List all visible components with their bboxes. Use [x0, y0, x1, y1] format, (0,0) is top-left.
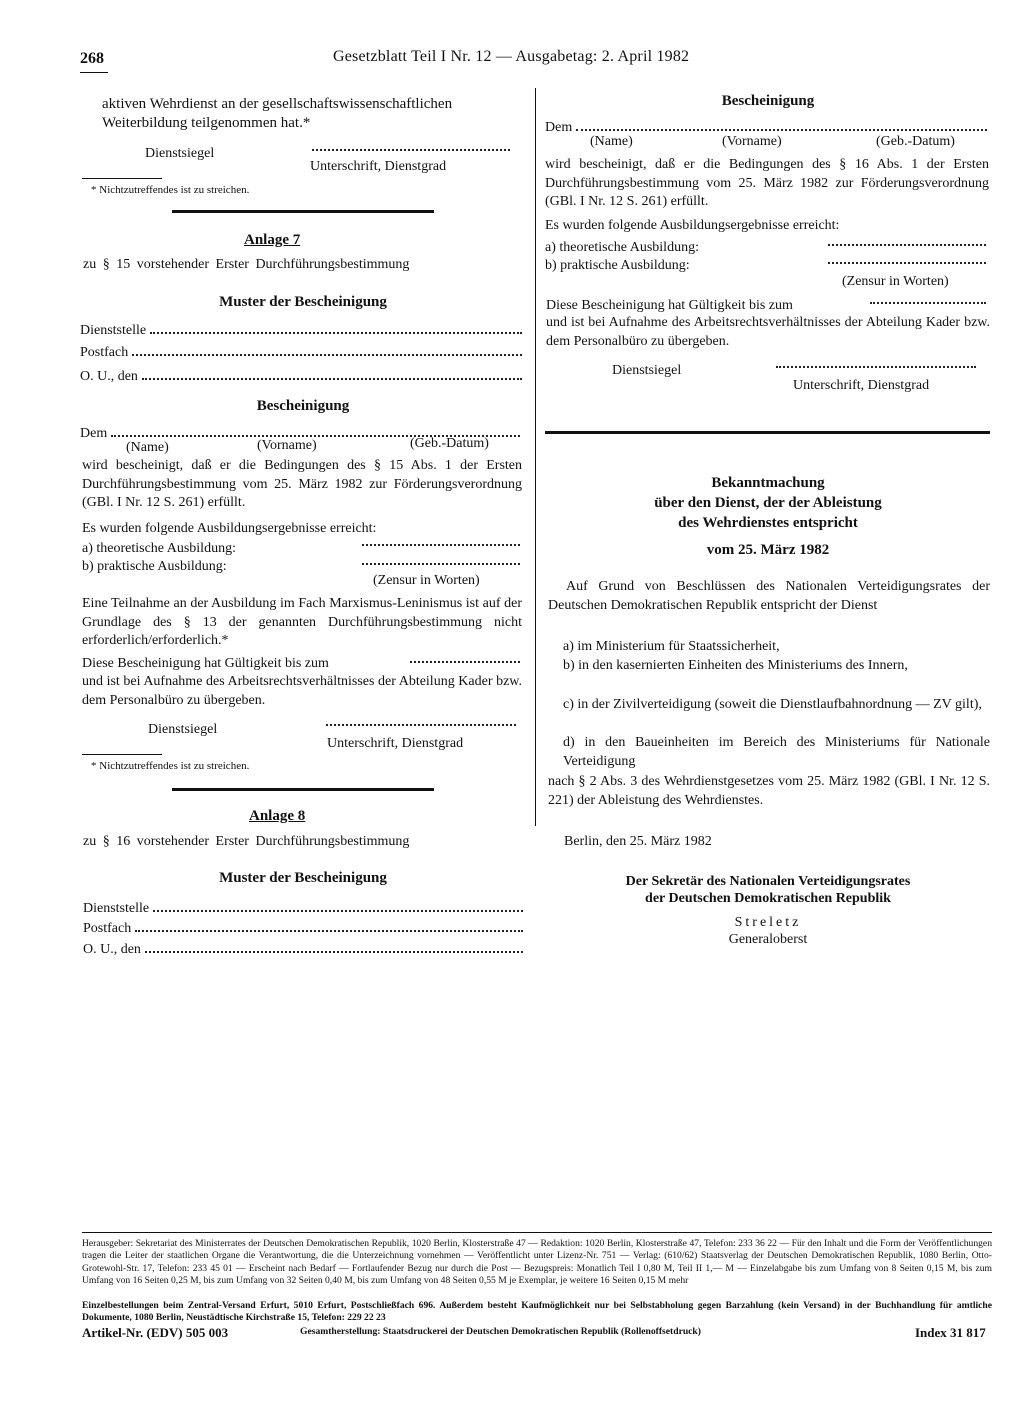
dotted-fill	[150, 320, 522, 334]
signer-title2: der Deutschen Demokratischen Republik	[645, 891, 891, 906]
sig-dotted-line-right	[776, 364, 976, 368]
bescheinigung-right-title: Bescheinigung	[721, 93, 815, 109]
sig2-signature-label: Unterschrift, Dienstgrad	[327, 736, 464, 751]
page-number: 268	[80, 50, 104, 67]
anlage8-subtitle: zu § 16 vorstehender Erster Durchführungsbestimmung	[83, 834, 410, 849]
bescheinigung-left-title: Bescheinigung	[256, 398, 350, 414]
bek-after: nach § 2 Abs. 3 des Wehrdienstgesetzes vom 25. März 1982 (GBl. I Nr. 12 S. 221) der Ableistung des Wehrdienstes.	[548, 774, 990, 808]
intro-text: aktiven Wehrdienst an der gesellschaftswissenschaftlichen Weiterbildung teilgenommen hat.*	[102, 96, 453, 131]
field-ou-2[interactable]	[83, 939, 523, 958]
anlage7-title: Anlage 7	[244, 232, 301, 248]
gueltig-left: Diese Bescheinigung hat Gültigkeit bis zum	[82, 656, 329, 671]
section-rule-right	[545, 431, 990, 434]
footnote2: * Nichtzutreffendes ist zu streichen.	[91, 760, 250, 772]
sig1-signature-label: Unterschrift, Dienstgrad	[310, 159, 447, 174]
item-b-dots-right[interactable]	[828, 260, 986, 264]
item-a-right: a) theoretische Ausbildung:	[545, 240, 699, 255]
dotted-fill	[145, 939, 523, 953]
signer-name: Streletz	[734, 915, 802, 930]
bek-item-a: a) im Ministerium für Staatssicherheit,	[563, 639, 780, 654]
field-label: Dienststelle	[83, 901, 150, 916]
field-label: Postfach	[83, 921, 132, 936]
gueltig-right: Diese Bescheinigung hat Gültigkeit bis zum	[546, 298, 793, 313]
label-vorname-right: (Vorname)	[722, 134, 782, 149]
field-label: Postfach	[80, 345, 129, 360]
label-name-left: (Name)	[126, 440, 169, 455]
gueltig-dots-left[interactable]	[410, 659, 520, 663]
bek-title3: des Wehrdienstes entspricht	[678, 515, 858, 531]
field-postfach-1[interactable]	[80, 342, 522, 361]
anlage8-title: Anlage 8	[249, 808, 306, 824]
footnote1-rule	[82, 178, 162, 179]
label-name-right: (Name)	[590, 134, 633, 149]
field-label: O. U., den	[83, 942, 141, 957]
field-label: Dem	[545, 120, 573, 135]
section-rule-1	[172, 210, 434, 213]
item-a-dots-left[interactable]	[362, 542, 520, 546]
dotted-fill	[132, 342, 522, 356]
gueltig-rest-left: und ist bei Aufnahme des Arbeitsrechtsverhältnisses der Abteilung Kader bzw. dem Personalbüro zu übergeben.	[82, 674, 522, 708]
item-b-right: b) praktische Ausbildung:	[545, 258, 690, 273]
footnote1: * Nichtzutreffendes ist zu streichen.	[91, 184, 250, 196]
muster2-title: Muster der Bescheinigung	[219, 870, 387, 886]
bek-item-b: b) in den kasernierten Einheiten des Ministeriums des Innern,	[563, 658, 908, 673]
bek-title1: Bekanntmachung	[711, 475, 825, 491]
label-gebdatum-right: (Geb.-Datum)	[876, 134, 955, 149]
bek-title2: über den Dienst, der der Ableistung	[654, 495, 882, 511]
signer-title1: Der Sekretär des Nationalen Verteidigungsrates	[625, 874, 911, 889]
dotted-fill	[153, 898, 523, 912]
field-label: O. U., den	[80, 369, 138, 384]
bek-item-d: d) in den Baueinheiten im Bereich des Ministeriums für Nationale Verteidigung	[563, 735, 990, 769]
footer-index: Index 31 817	[915, 1325, 986, 1340]
footer-rule	[82, 1232, 992, 1233]
ergebnisse-right: Es wurden folgende Ausbildungsergebnisse erreicht:	[545, 218, 840, 233]
dotted-fill	[576, 117, 987, 131]
item-a-left: a) theoretische Ausbildung:	[82, 541, 236, 556]
label-vorname-left: (Vorname)	[257, 438, 317, 453]
para2-left: Eine Teilnahme an der Ausbildung im Fach Marxismus-Leninismus ist auf der Grundlage des § 13 der genannten Durchführungsbestimmung nicht erforderlich/erforderlich.*	[82, 596, 522, 648]
zensur-right: (Zensur in Worten)	[842, 274, 949, 289]
footer-article: Artikel-Nr. (EDV) 505 003	[82, 1325, 229, 1340]
field-dienststelle-2[interactable]	[83, 898, 523, 917]
page-number-underline	[80, 72, 108, 73]
para1-left: wird bescheinigt, daß er die Bedingungen des § 15 Abs. 1 der Ersten Durchführungsbestimmung vom 25. März 1982 zur Förderungsverordnung (GBl. I Nr. 12 S. 261) erfüllt.	[82, 458, 522, 510]
bek-para: Auf Grund von Beschlüssen des Nationalen Verteidigungsrates der Deutschen Demokratischen Republik entspricht der Dienst	[548, 579, 990, 613]
item-b-dots-left[interactable]	[362, 561, 520, 565]
footer-imprint: Herausgeber: Sekretariat des Ministerrates der Deutschen Demokratischen Republik, 1020 Berlin, Klosterstraße 47 — Redaktion: 1020 Berlin, Klosterstraße 47, Telefon: 233 36 22 — Für den Inhalt und die Form der Veröffentlichungen tragen die Leiter der staatlichen Organe die Verantwortung, die die Unterzeichnung vornehmen — Veröffentlicht unter Lizenz-Nr. 751 — Verlag: (610/62) Staatsverlag der Deutschen Demokratischen Republik, 1080 Berlin, Otto-Grotewohl-Str. 17, Telefon: 233 45 01 — Erscheint nach Bedarf — Fortlaufender Bezug nur durch die Post — Bezugspreis: Monatlich Teil I 0,80 M, Teil II 1,— M — Einzelabgabe bis zum Umfang von 8 Seiten 0,15 M, bis zum Umfang von 16 Seiten 0,25 M, bis zum Umfang von 32 Seiten 0,40 M, bis zum Umfang von 48 Seiten 0,55 M je Exemplar, je weitere 16 Seiten 0,15 M mehr	[82, 1238, 992, 1287]
field-postfach-2[interactable]	[83, 918, 523, 937]
field-label: Dienststelle	[80, 323, 147, 338]
signer-rank: Generaloberst	[728, 932, 808, 947]
sig-signature-label-right: Unterschrift, Dienstgrad	[793, 378, 930, 393]
item-b-left: b) praktische Ausbildung:	[82, 559, 227, 574]
label-gebdatum-left: (Geb.-Datum)	[410, 436, 489, 451]
sig2-dotted-line	[326, 722, 516, 726]
dotted-fill	[135, 918, 523, 932]
bek-item-c: c) in der Zivilverteidigung (soweit die Dienstlaufbahnordnung — ZV gilt),	[563, 697, 982, 712]
zensur-left: (Zensur in Worten)	[373, 573, 480, 588]
dotted-fill	[142, 366, 522, 380]
para1-right: wird bescheinigt, daß er die Bedingungen des § 16 Abs. 1 der Ersten Durchführungsbestimmung vom 25. März 1982 zur Förderungsverordnung (GBl. I Nr. 12 S. 261) erfüllt.	[545, 157, 989, 209]
footnote2-rule	[82, 754, 162, 755]
section-rule-2	[172, 788, 434, 791]
field-label: Dem	[80, 426, 108, 441]
running-title: Gesetzblatt Teil I Nr. 12 — Ausgabetag: 2. April 1982	[333, 48, 690, 65]
footer-printer: Gesamtherstellung: Staatsdruckerei der Deutschen Demokratischen Republik (Rollenoffsetdruck)	[300, 1326, 701, 1337]
sig-dienstsiegel-right: Dienstsiegel	[612, 363, 682, 378]
item-a-dots-right[interactable]	[828, 242, 986, 246]
gueltig-dots-right[interactable]	[870, 300, 986, 304]
field-dienststelle-1[interactable]	[80, 320, 522, 339]
field-ou-1[interactable]	[80, 366, 522, 385]
anlage7-subtitle: zu § 15 vorstehender Erster Durchführungsbestimmung	[83, 257, 410, 272]
gueltig-rest-right: und ist bei Aufnahme des Arbeitsrechtsverhältnisses der Abteilung Kader bzw. dem Personalbüro zu übergeben.	[546, 315, 990, 349]
ergebnisse-left: Es wurden folgende Ausbildungsergebnisse erreicht:	[82, 521, 377, 536]
footer-orders: Einzelbestellungen beim Zentral-Versand Erfurt, 5010 Erfurt, Postschließfach 696. Außerdem besteht Kaufmöglichkeit nur bei Selbstabholung gegen Barzahlung (kein Versand) in der Buchhandlung für amtliche Dokumente, 1080 Berlin, Neustädtische Kirchstraße 15, Telefon: 229 22 23	[82, 1300, 992, 1324]
muster1-title: Muster der Bescheinigung	[219, 294, 387, 310]
sig2-dienstsiegel: Dienstsiegel	[148, 722, 218, 737]
sig1-dotted-line	[312, 147, 510, 151]
place-date: Berlin, den 25. März 1982	[564, 834, 712, 849]
bek-date: vom 25. März 1982	[706, 542, 830, 558]
column-divider	[535, 88, 536, 826]
sig1-dienstsiegel: Dienstsiegel	[145, 146, 215, 161]
